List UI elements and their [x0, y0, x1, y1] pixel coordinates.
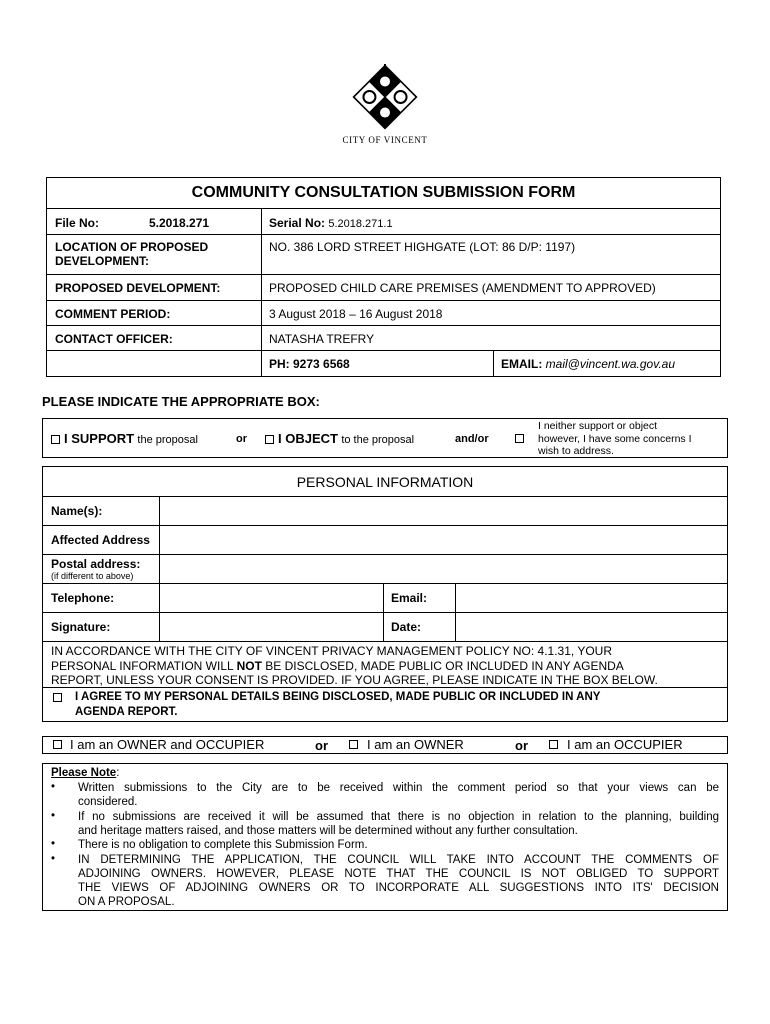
signature-input[interactable]: [160, 613, 383, 641]
affected-address-input[interactable]: [160, 526, 727, 554]
proposed-label: PROPOSED DEVELOPMENT:: [55, 281, 221, 295]
note-bullet-icon: •: [51, 852, 56, 865]
location-label: LOCATION OF PROPOSED DEVELOPMENT:: [55, 240, 209, 268]
city-crest-logo: [350, 62, 420, 132]
please-note-box: [42, 763, 728, 911]
note-bullet-icon: •: [51, 781, 56, 793]
note-item: IN DETERMINING THE APPLICATION, THE COUNCIL WILL TAKE INTO ACCOUNT THE COMMENTS OF ADJOINING OWNERS. HOWEVER, PLEASE NOTE THAT THE COUNCIL IS NOT OBLIGED TO SUPPORT THE VIEWS OF ADJOINING OWNERS OR TO INCORPORATE ALL SUGGESTIONS INTO ITS' DECISION ON A PROPOSAL.: [78, 853, 719, 909]
owner-occupier-checkbox[interactable]: [53, 740, 62, 749]
or-label-2: or: [515, 738, 528, 753]
consent-label: I AGREE TO MY PERSONAL DETAILS BEING DISCLOSED, MADE PUBLIC OR INCLUDED IN ANY AGENDA REPORT.: [75, 691, 601, 718]
affected-address-label: Affected Address: [51, 533, 150, 547]
support-label: I SUPPORT: [64, 431, 135, 446]
serial-no-value: 5.2018.271.1: [328, 218, 393, 230]
email-field-label: Email:: [391, 591, 428, 605]
note-item: Written submissions to the City are to be received within the comment period so that your views can be considered.: [78, 782, 719, 809]
andor-label: and/or: [455, 433, 489, 445]
contact-officer-value: NATASHA TREFRY: [269, 332, 375, 346]
notes-heading: Please Note: [51, 767, 117, 779]
note-bullet-icon: •: [51, 809, 56, 822]
support-object-choice: [42, 418, 728, 458]
personal-info-title: PERSONAL INFORMATION: [296, 474, 474, 490]
contact-officer-label: CONTACT OFFICER:: [55, 332, 173, 346]
support-checkbox[interactable]: [51, 435, 60, 444]
consent-checkbox[interactable]: [53, 693, 62, 702]
or-label-1: or: [315, 738, 328, 753]
occupier-label: I am an OCCUPIER: [567, 737, 683, 752]
neither-label: I neither support or object however, I have some concerns I wish to address.: [538, 420, 692, 457]
support-label-rest: the proposal: [137, 434, 198, 446]
comment-period-value: 3 August 2018 – 16 August 2018: [269, 307, 443, 321]
comment-period-label: COMMENT PERIOD:: [55, 307, 171, 321]
date-input[interactable]: [456, 613, 727, 641]
form-title: COMMUNITY CONSULTATION SUBMISSION FORM: [191, 184, 576, 201]
serial-no-label: Serial No:: [269, 216, 326, 230]
owner-label: I am an OWNER: [367, 737, 464, 752]
names-input[interactable]: [160, 497, 727, 525]
date-label: Date:: [391, 620, 422, 634]
occupier-checkbox[interactable]: [549, 740, 558, 749]
proposed-value: PROPOSED CHILD CARE PREMISES (AMENDMENT TO APPROVED): [269, 281, 656, 295]
location-value: NO. 386 LORD STREET HIGHGATE (LOT: 86 D/P: 1197): [269, 240, 576, 254]
object-label-rest: to the proposal: [341, 434, 415, 446]
indicate-heading: PLEASE INDICATE THE APPROPRIATE BOX:: [42, 394, 320, 409]
notes-heading-colon: :: [116, 767, 120, 779]
postal-address-label: Postal address:: [51, 557, 141, 571]
postal-address-note: (if different to above): [51, 571, 134, 581]
email-value[interactable]: mail@vincent.wa.gov.au: [545, 357, 676, 371]
names-label: Name(s):: [51, 504, 103, 518]
personal-information-table: [42, 466, 728, 722]
org-name: CITY OF VINCENT: [342, 135, 428, 145]
phone-number: PH: 9273 6568: [269, 357, 350, 371]
note-item: There is no obligation to complete this Submission Form.: [78, 839, 368, 852]
note-item: If no submissions are received it will be assumed that there is no objection in relation to the planning, building and heritage matters raised, and those matters will be determined without any further consultation.: [78, 810, 719, 837]
signature-label: Signature:: [51, 620, 111, 634]
owner-checkbox[interactable]: [349, 740, 358, 749]
file-no-value: 5.2018.271: [149, 216, 210, 230]
telephone-input[interactable]: [160, 584, 383, 612]
email-label: EMAIL:: [501, 357, 543, 371]
telephone-label: Telephone:: [51, 591, 115, 605]
file-no-label: File No:: [55, 216, 99, 230]
ownership-choice: [42, 736, 728, 754]
object-checkbox[interactable]: [265, 435, 274, 444]
postal-address-input[interactable]: [160, 555, 727, 583]
owner-occupier-label: I am an OWNER and OCCUPIER: [70, 737, 265, 752]
or-label: or: [236, 433, 247, 445]
note-bullet-icon: •: [51, 838, 56, 851]
privacy-statement: IN ACCORDANCE WITH THE CITY OF VINCENT PRIVACY MANAGEMENT POLICY NO: 4.1.31, YOUR PERSONAL INFORMATION WILL NOT BE DISCLOSED, MADE PUBLIC OR INCLUDED IN ANY AGENDA REPORT, UNLESS YOUR CONSENT IS PROVIDED. IF YOU AGREE, PLEASE INDICATE IN THE BOX BELOW.: [51, 644, 658, 687]
email-input[interactable]: [456, 584, 727, 612]
neither-checkbox[interactable]: [515, 434, 524, 443]
object-label: I OBJECT: [278, 431, 338, 446]
form-header-table: [46, 177, 721, 377]
